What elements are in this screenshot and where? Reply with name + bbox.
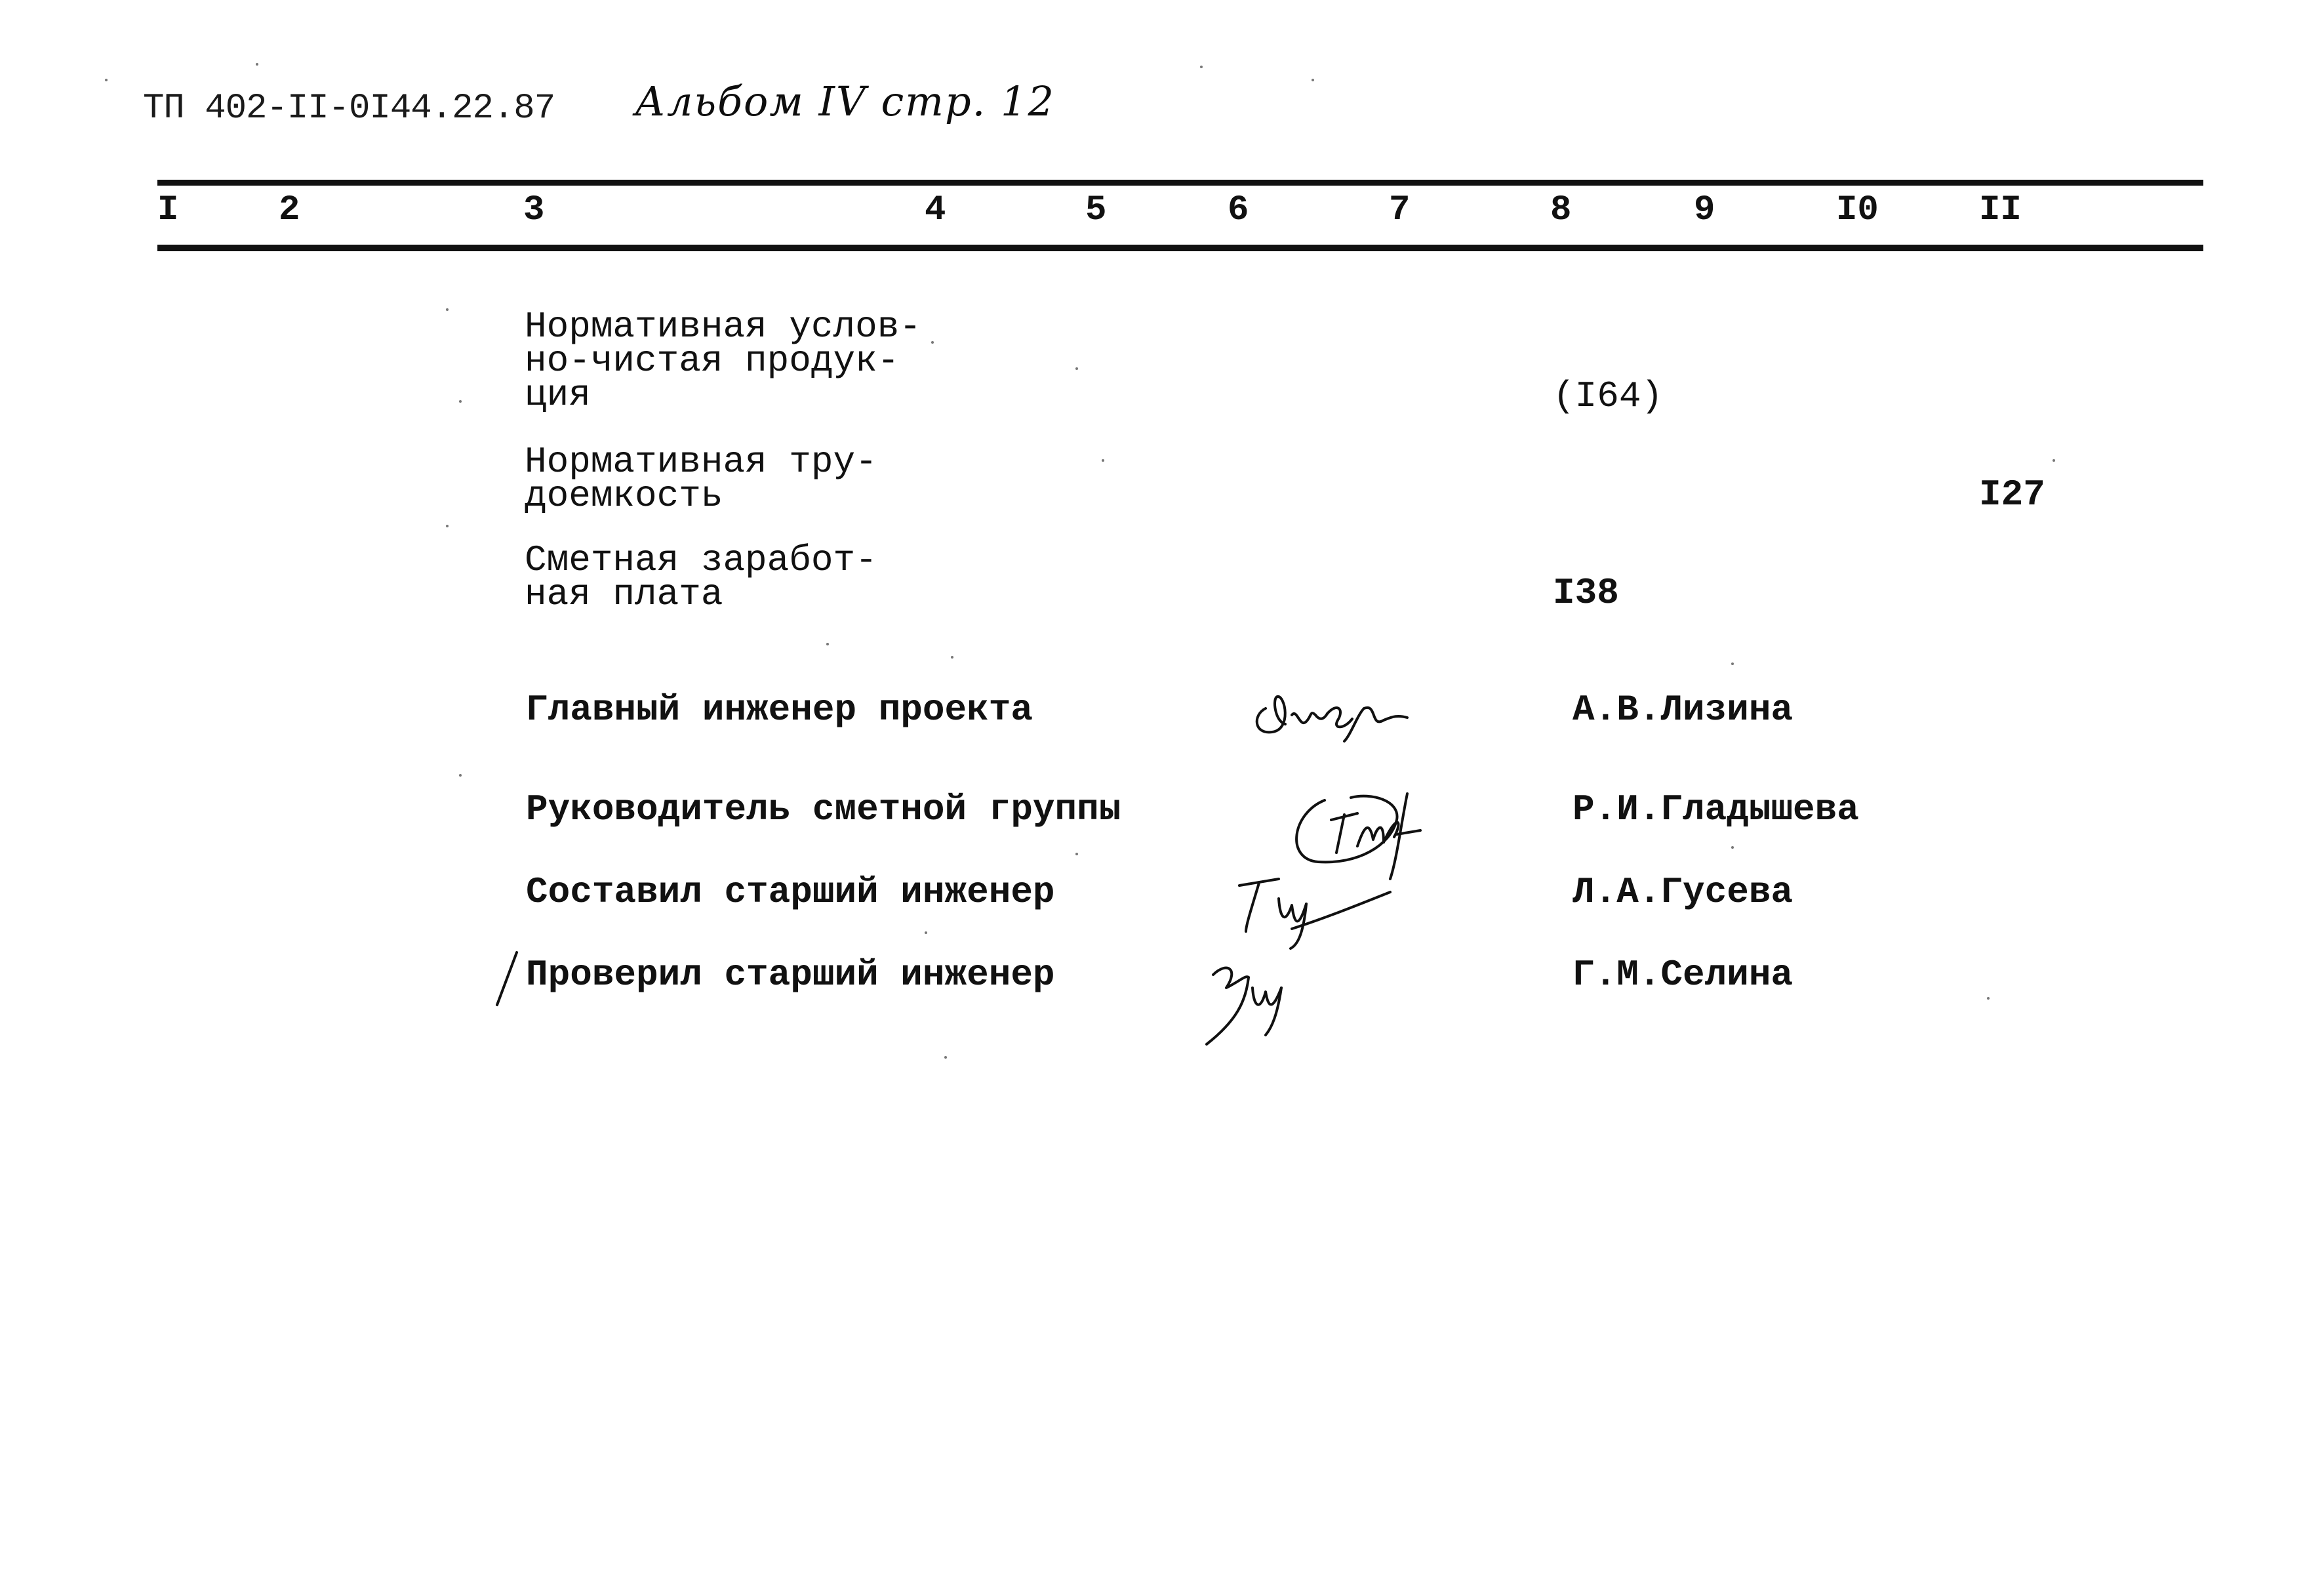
column-number-8: 8 <box>1550 190 1572 230</box>
signatory-role: Главный инженер проекта <box>526 689 1033 731</box>
column-number-1: I <box>157 190 179 230</box>
scan-speck <box>459 400 462 403</box>
header-rule-top <box>157 180 2203 186</box>
row-label-conditional-net-output <box>525 306 921 416</box>
column-number-9: 9 <box>1694 190 1715 230</box>
column-number-11: II <box>1979 190 2022 230</box>
scan-speck <box>1987 997 1990 1000</box>
signatory-name: Р.И.Гладышева <box>1573 788 1859 830</box>
row-label-line: Сметная заработ- <box>525 539 877 581</box>
scan-speck <box>925 931 927 934</box>
row-label-line: Нормативная услов- <box>525 306 921 348</box>
signatory-role: Проверил старший инженер <box>526 954 1055 996</box>
scan-speck <box>1731 846 1734 849</box>
scan-speck <box>256 63 258 66</box>
row-label-line: но-чистая продук- <box>525 340 900 382</box>
column-number-4: 4 <box>925 190 946 230</box>
signature-chief-engineer <box>1246 669 1416 761</box>
scan-speck <box>459 774 462 777</box>
signatory-role: Составил старший инженер <box>526 871 1055 913</box>
row-label-estimated-wages <box>525 539 877 615</box>
column-number-3: 3 <box>523 190 545 230</box>
scan-speck <box>1731 662 1734 665</box>
row-value-conditional-net-output: (I64) <box>1553 375 1664 417</box>
row-value-labor-intensity: I27 <box>1979 474 2045 516</box>
scan-speck <box>446 525 449 527</box>
scan-speck <box>1200 66 1203 68</box>
signatory-name: А.В.Лизина <box>1573 689 1793 731</box>
check-mark-icon <box>493 950 519 1009</box>
row-value-estimated-wages: I38 <box>1553 572 1619 614</box>
signatory-name: Л.А.Гусева <box>1573 871 1793 913</box>
scan-speck <box>446 308 449 311</box>
scan-speck <box>2053 459 2055 462</box>
album-page-note: Альбом IV стр. 12 <box>635 77 1055 125</box>
document-code: ТП 402-II-0I44.22.87 <box>143 89 555 129</box>
scan-speck <box>1075 367 1078 370</box>
row-label-line: ция <box>525 374 591 416</box>
signature-compiler <box>1233 866 1403 951</box>
scan-speck <box>951 656 953 659</box>
scan-speck <box>826 643 829 645</box>
scan-speck <box>1102 459 1104 462</box>
column-number-10: I0 <box>1836 190 1879 230</box>
row-label-line: Нормативная тру- <box>525 441 877 483</box>
row-label-line: доемкость <box>525 475 723 517</box>
column-number-2: 2 <box>279 190 300 230</box>
signatory-name: Г.М.Селина <box>1573 954 1793 996</box>
row-label-line: ная плата <box>525 573 723 615</box>
column-number-5: 5 <box>1085 190 1107 230</box>
signature-reviewer <box>1200 948 1318 1047</box>
signatory-role: Руководитель сметной группы <box>526 788 1121 830</box>
scan-speck <box>931 341 934 344</box>
scan-speck <box>105 79 108 81</box>
column-number-6: 6 <box>1228 190 1249 230</box>
scan-speck <box>944 1056 947 1059</box>
header-rule-bottom <box>157 245 2203 251</box>
column-number-7: 7 <box>1389 190 1411 230</box>
scan-speck <box>1312 79 1314 81</box>
row-label-labor-intensity <box>525 441 877 517</box>
scan-speck <box>1075 853 1078 855</box>
